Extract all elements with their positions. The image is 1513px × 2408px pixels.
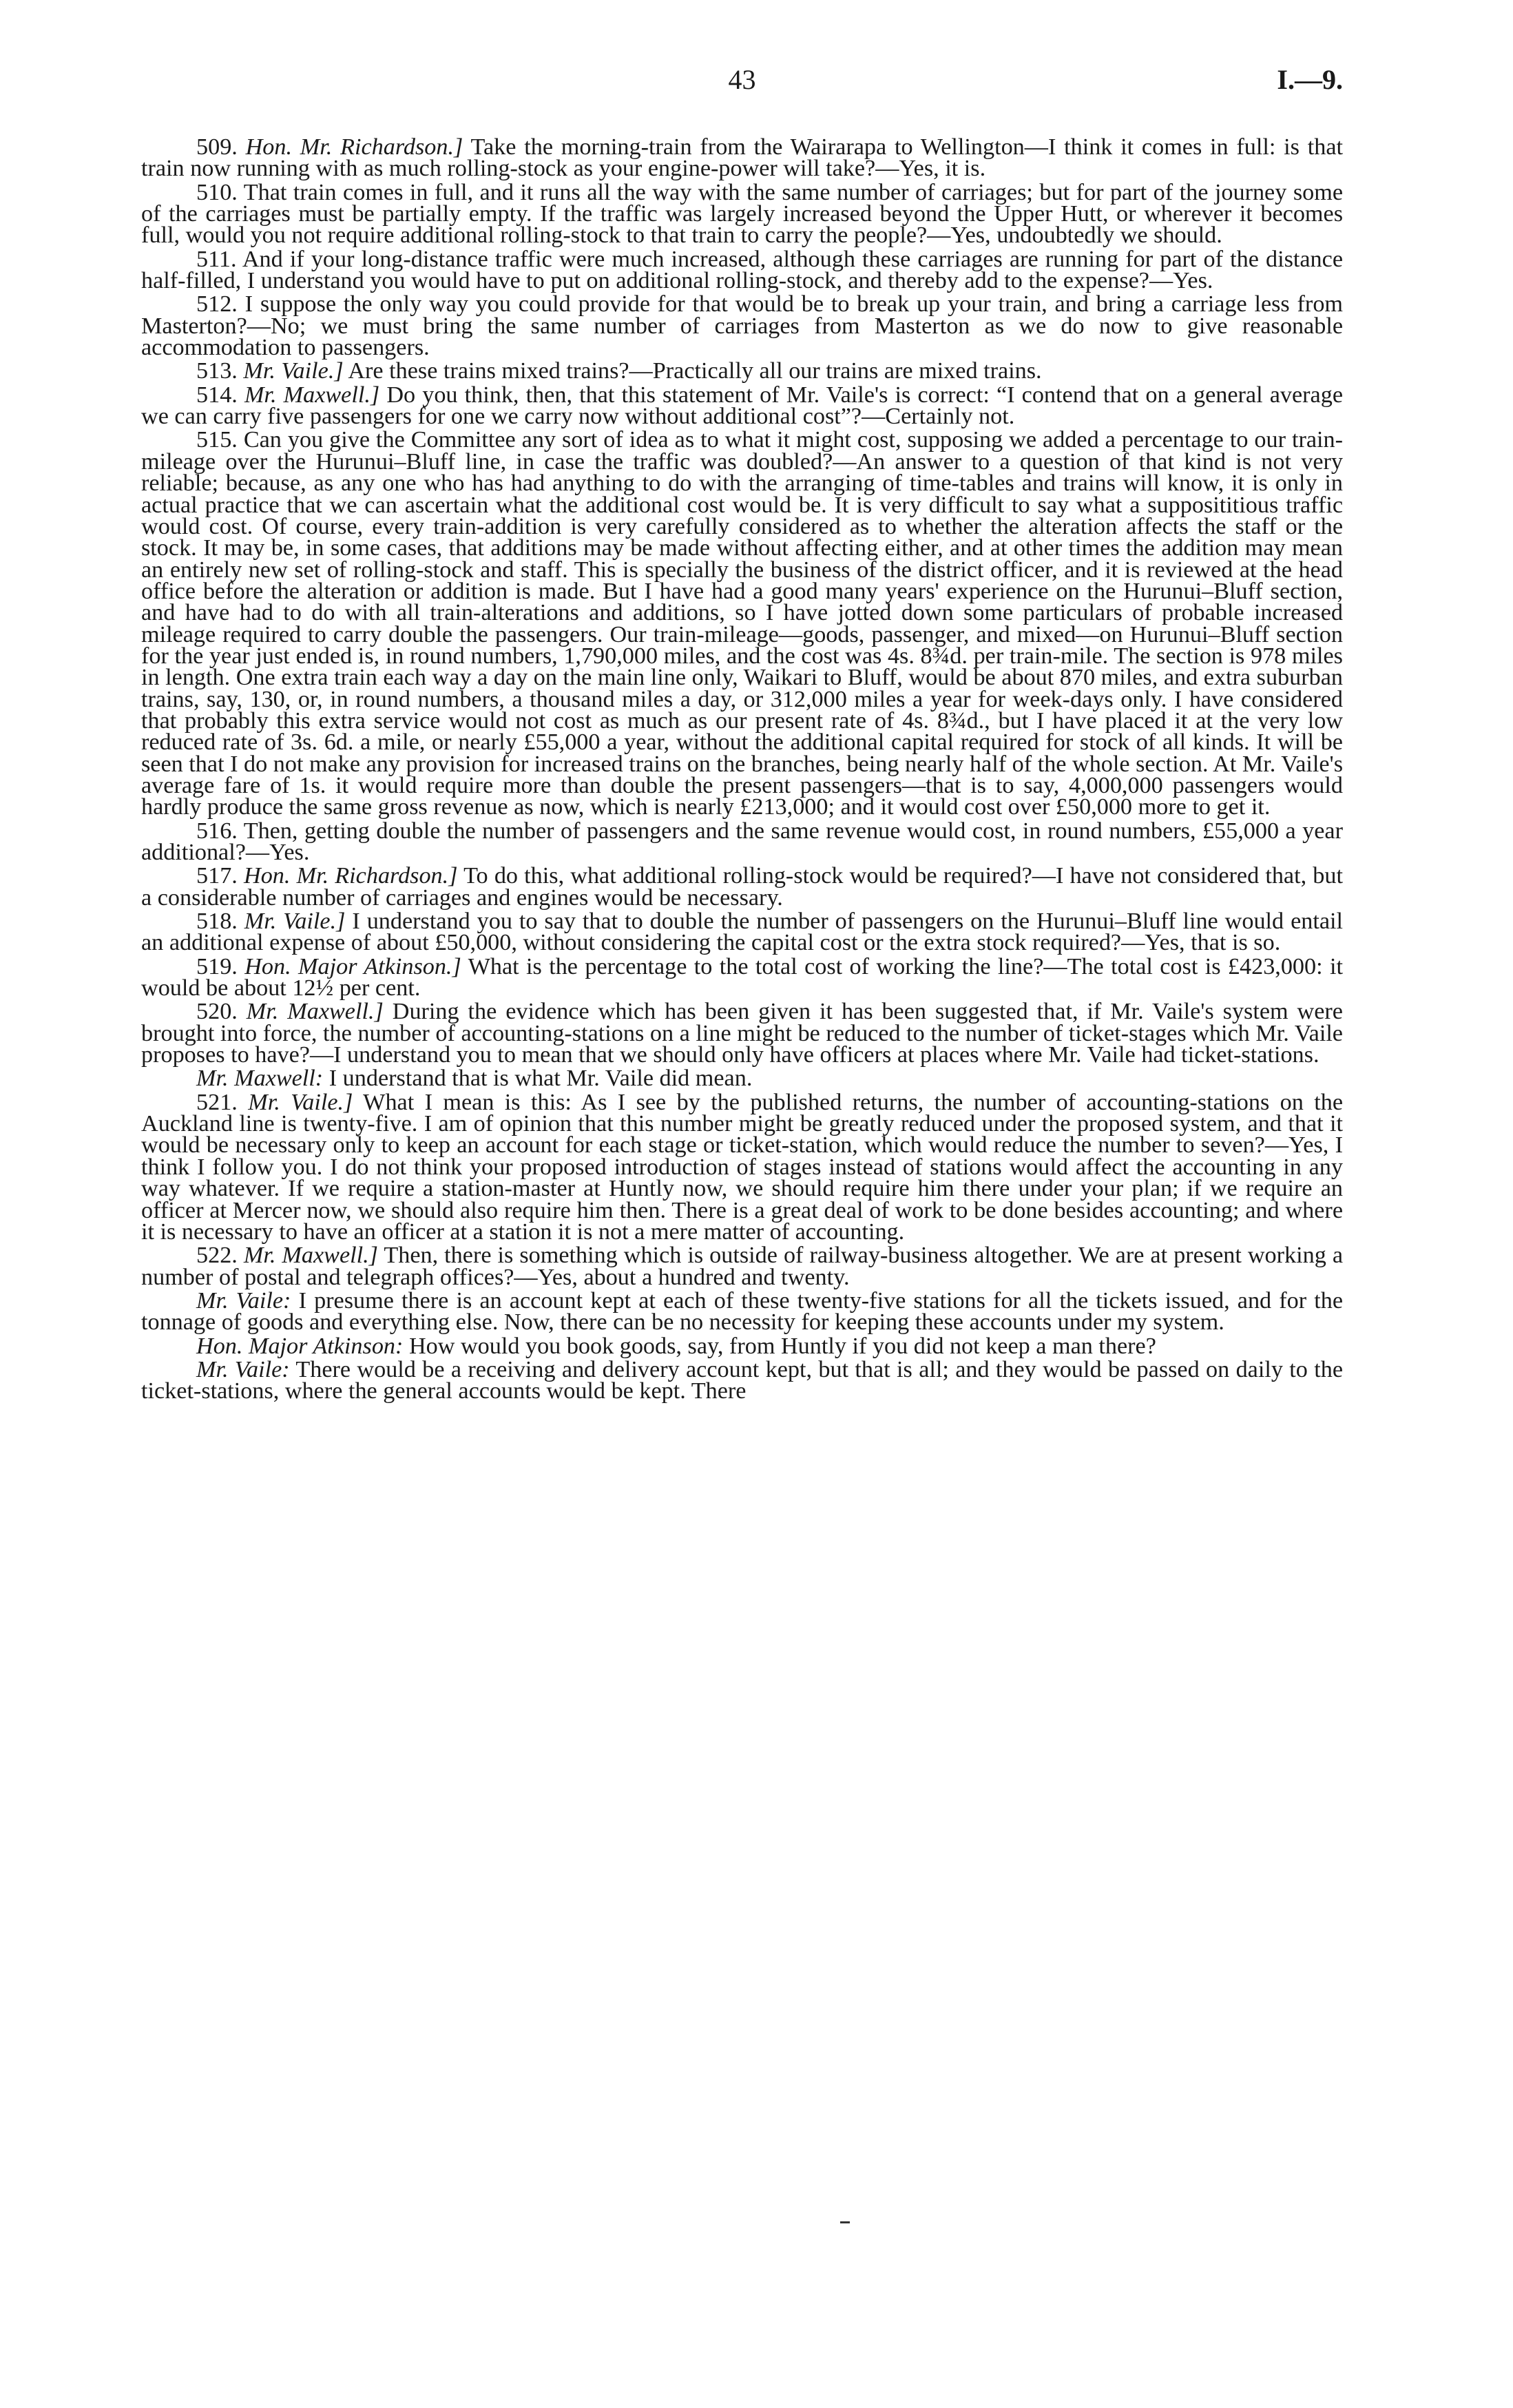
paragraph-text: To do this, what additional rolling-stock would be required?—I have not considered that, but a considerable number of carriages and engines would be necessary. bbox=[141, 863, 1343, 911]
paragraph-509 bbox=[141, 136, 1343, 180]
paragraph-text: During the evidence which has been given it has been suggested that, if Mr. Vaile's system were brought into force, the number of accounting-stations on a line might be reduced to the number of ticket-stages which Mr. Vaile proposes to have?—I understand you to mean that we should only have officers at places where Mr. Vaile had ticket-stations. bbox=[141, 999, 1343, 1068]
speaker-name: Hon. Major Atkinson.] bbox=[244, 953, 461, 979]
paragraph-511 bbox=[141, 246, 1343, 294]
speaker-name: Hon. Major Atkinson: bbox=[196, 1333, 404, 1359]
paragraph-interjection bbox=[141, 1066, 1343, 1092]
question-number: 515. bbox=[196, 427, 238, 453]
speaker-name: Mr. Maxwell: bbox=[196, 1066, 324, 1092]
question-number: 511. bbox=[196, 246, 237, 272]
paragraph-512 bbox=[141, 291, 1343, 361]
speaker-name: Mr. Maxwell.] bbox=[244, 382, 380, 408]
paragraph-text: How would you book goods, say, from Huntly if you did not keep a man there? bbox=[408, 1333, 1156, 1359]
paragraph-519 bbox=[141, 953, 1344, 1001]
document-reference: I.—9. bbox=[1277, 64, 1343, 95]
speaker-name: Hon. Mr. Richardson.] bbox=[245, 134, 463, 160]
paragraph-text: I understand that is what Mr. Vaile did mean. bbox=[328, 1066, 753, 1092]
paragraph-517 bbox=[141, 865, 1343, 909]
page-header bbox=[141, 63, 1343, 105]
paragraph-text: Take the morning-train from the Wairarapa to Wellington—I think it comes in full: is that train now running with as much rolling-stock as your engine-power will take?—Yes, it is. bbox=[141, 134, 1343, 182]
speaker-name: Mr. Maxwell.] bbox=[243, 1243, 378, 1269]
question-number: 510. bbox=[196, 179, 238, 205]
question-number: 519. bbox=[196, 953, 238, 979]
page-number: 43 bbox=[728, 64, 756, 95]
question-number: 513. bbox=[196, 358, 238, 384]
print-mark bbox=[840, 2221, 850, 2223]
paragraph-522 bbox=[141, 1245, 1343, 1288]
question-number: 514. bbox=[196, 382, 238, 408]
body-text bbox=[141, 136, 1343, 1404]
question-number: 512. bbox=[196, 291, 238, 318]
paragraph-text: Can you give the Committee any sort of idea as to what it might cost, supposing we added a percentage to our train-mileage over the Hurunui–Bluff line, in case the traffic was doubled?—An answer to a question of that kind is not very reliable; because, as any one who has had anything to do with the arranging of time-tables and trains will know, it is only in actual practice that we can ascertain what the additional cost would be. It is very difficult to say what a supposititious traffic would cost. Of course, every train-addition is very carefully considered as to whether the alteration affects the staff or the stock. It may be, in some cases, that additions may be made without affecting either, and at other times the addition may mean an entirely new set of rolling-stock and staff. This is specially the business of the district officer, and it is reviewed at the head office before the alteration or addition is made. But I have had a good many years' experience on the Hurunui–Bluff section, and have had to do with all train-alterations and additions, so I have jotted down some particulars of probable increased mileage required to carry double the passengers. Our train-mileage—goods, passenger, and mixed—on Hurunui–Bluff section for the year just ended is, in round numbers, 1,790,000 miles, and the cost was 4s. 8¾d. per train-mile. The section is 978 miles in length. One extra train each way a day on the main line only, Waikari to Bluff, would be about 870 miles, and extra suburban trains, say, 130, or, in round numbers, a thousand miles a day, or 312,000 miles a year for week-days only. I have considered that probably this extra service would not cost as much as our present rate of 4s. 8¾d., but I have placed it at the very low reduced rate of 3s. 6d. a mile, or nearly £55,000 a year, without the additional capital required for stock of all kinds. It will be seen that I do not make any provision for increased trains on the branches, being nearly half of the whole section. At Mr. Vaile's average fare of 1s. it would require more than double the present passengers—that is to say, 4,000,000 passengers would hardly produce the same gross revenue as now, which is nearly £213,000; and it would cost over £50,000 more to get it. bbox=[141, 427, 1344, 820]
paragraph-text: Do you think, then, that this statement of Mr. Vaile's is correct: “I contend that on a general average we can carry five passengers for one we carry now without additional cost”?—Certainly not. bbox=[141, 382, 1343, 430]
paragraph-text: What I mean is this: As I see by the published returns, the number of accounting-stations on the Auckland line is twenty-five. I am of opinion that this number might be greatly reduced under the proposed system, and that it would be necessary only to keep an account for each stage or ticket-station, which would reduce the number to seven?—Yes, I think I follow you. I do not think your proposed introduction of stages instead of stations would affect the accounting in any way whatever. If we require a station-master at Huntly now, we should require him there under your plan; if we require an officer at Mercer now, we should also require him then. There is a great deal of work to be done besides accounting; and where it is necessary to have an officer at a station it is not a mere matter of accounting. bbox=[141, 1089, 1344, 1245]
paragraph-518 bbox=[141, 911, 1343, 954]
paragraph-text: And if your long-distance traffic were much increased, although these carriages are running for part of the distance half-filled, I understand you would have to put on additional rolling-stock, and thereby add to the expense?—Yes. bbox=[141, 246, 1343, 294]
paragraph-510 bbox=[141, 179, 1344, 249]
question-number: 518. bbox=[196, 909, 238, 935]
paragraph-521 bbox=[141, 1089, 1344, 1245]
speaker-name: Mr. Vaile.] bbox=[248, 1089, 353, 1115]
paragraph-interjection bbox=[141, 1356, 1343, 1404]
question-number: 509. bbox=[196, 134, 238, 160]
paragraph-520 bbox=[141, 1001, 1343, 1066]
paragraph-515 bbox=[141, 429, 1343, 818]
question-number: 517. bbox=[196, 863, 238, 889]
speaker-name: Mr. Maxwell.] bbox=[246, 999, 384, 1025]
paragraph-interjection bbox=[141, 1287, 1344, 1336]
paragraph-text: What is the percentage to the total cost of working the line?—The total cost is £423,000: it would be about 12½ per cent. bbox=[141, 953, 1344, 1001]
paragraph-interjection bbox=[141, 1333, 1343, 1359]
question-number: 522. bbox=[196, 1243, 238, 1269]
paragraph-text: There would be a receiving and delivery account kept, but that is all; and they would be passed on daily to the ticket-stations, where the general accounts would be kept. There bbox=[141, 1356, 1343, 1404]
paragraph-text: I suppose the only way you could provide for that would be to break up your train, and bring a carriage less from Masterton?—No; we must bring the same number of carriages from Masterton as we do now to give reasonable accommodation to passengers. bbox=[141, 291, 1343, 361]
paragraph-text: Then, getting double the number of passengers and the same revenue would cost, in round numbers, £55,000 a year additional?—Yes. bbox=[141, 818, 1343, 865]
paragraph-text: I understand you to say that to double the number of passengers on the Hurunui–Bluff line would entail an additional expense of about £50,000, without considering the capital cost or the extra stock required?—Yes, that is so. bbox=[141, 909, 1344, 956]
question-number: 521. bbox=[196, 1089, 238, 1115]
speaker-name: Mr. Vaile.] bbox=[244, 909, 346, 935]
paragraph-516 bbox=[141, 820, 1343, 864]
speaker-name: Mr. Vaile: bbox=[196, 1356, 290, 1382]
paragraph-text: Then, there is something which is outside of railway-business altogether. We are at present working a number of postal and telegraph offices?—Yes, about a hundred and twenty. bbox=[141, 1243, 1343, 1290]
paragraph-text: Are these trains mixed trains?—Practically all our trains are mixed trains. bbox=[348, 358, 1042, 384]
question-number: 516. bbox=[196, 818, 238, 844]
paragraph-514 bbox=[141, 384, 1343, 428]
paragraph-513 bbox=[141, 360, 1343, 382]
speaker-name: Hon. Mr. Richardson.] bbox=[244, 863, 458, 889]
question-number: 520. bbox=[196, 999, 238, 1025]
paragraph-text: I presume there is an account kept at each of these twenty-five stations for all the tickets issued, and for the tonnage of goods and everything else. Now, there can be no necessity for keeping these accounts under my system. bbox=[141, 1287, 1344, 1336]
speaker-name: Mr. Vaile: bbox=[196, 1287, 291, 1314]
paragraph-text: That train comes in full, and it runs all the way with the same number of carriages; but for part of the journey some of the carriages must be partially empty. If the traffic was largely increased beyond the Upper Hutt, or wherever it becomes full, would you not require additional rolling-stock to that train to carry the people?—Yes, undoubtedly we should. bbox=[141, 179, 1344, 249]
speaker-name: Mr. Vaile.] bbox=[243, 358, 344, 384]
